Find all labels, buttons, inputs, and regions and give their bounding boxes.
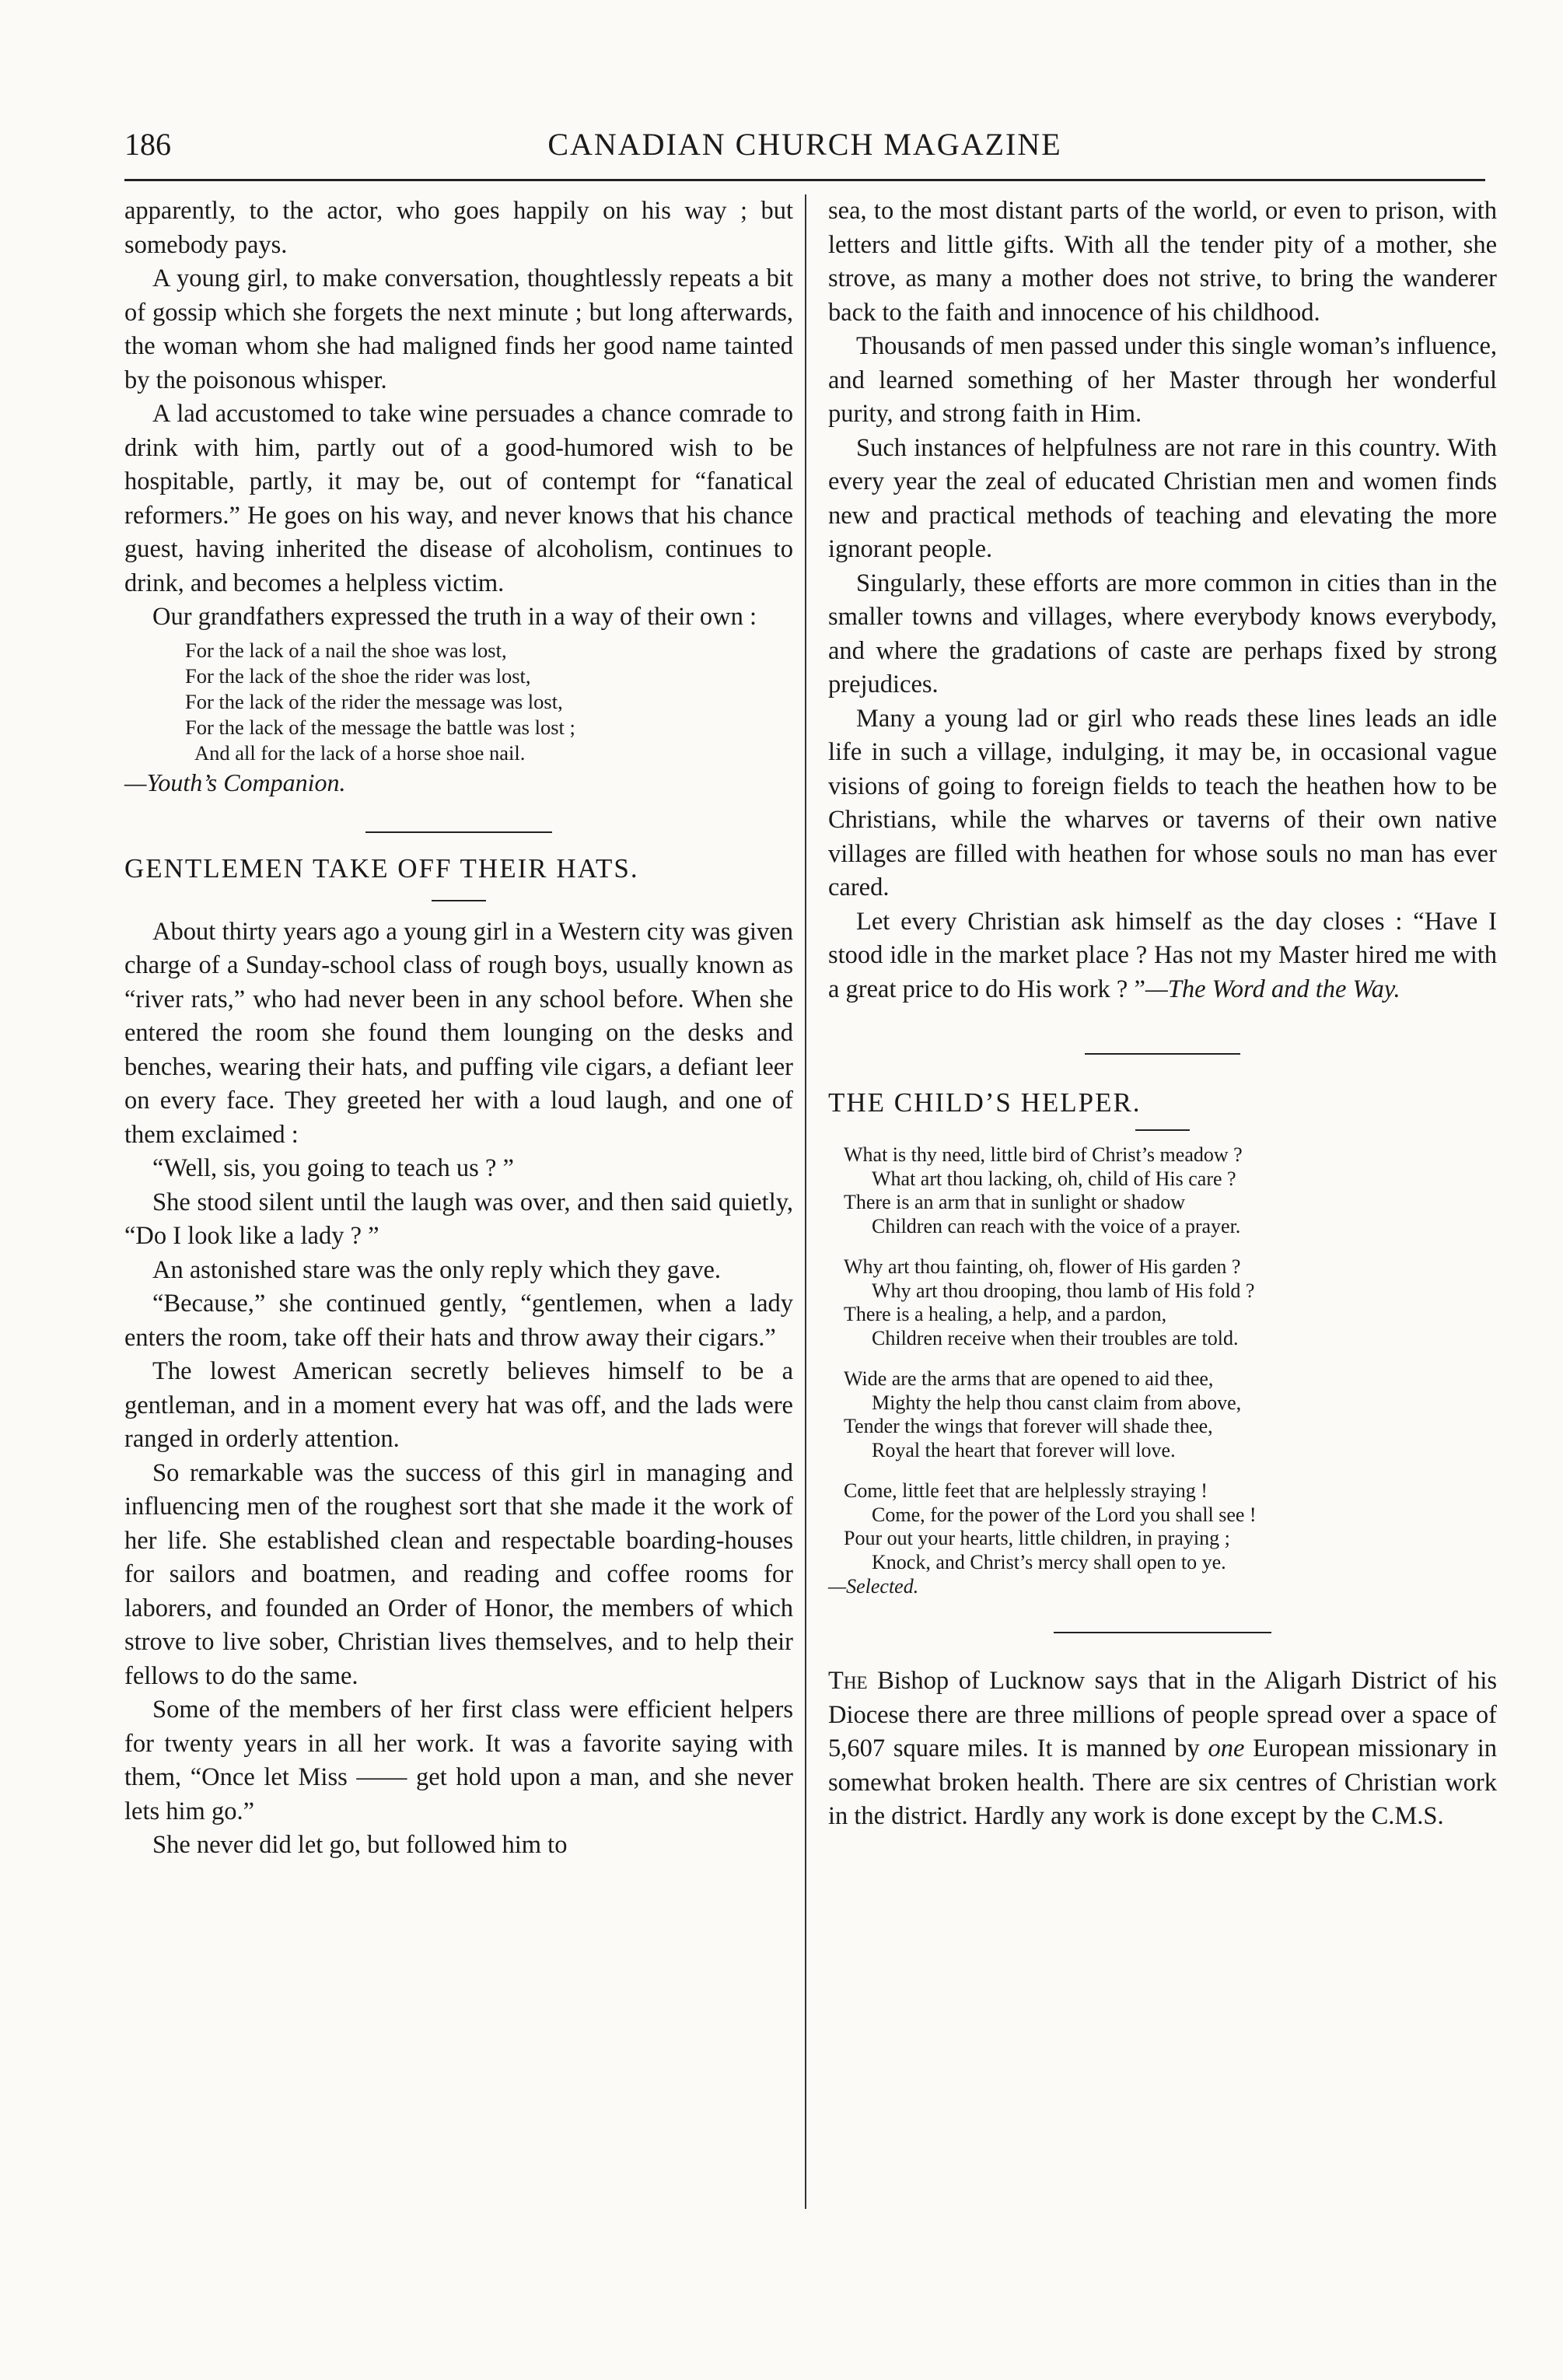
poem — [844, 1143, 1497, 1574]
poem-line: What is thy need, little bird of Christ’s meadow ? — [844, 1143, 1243, 1166]
running-title: CANADIAN CHURCH MAGAZINE — [547, 127, 1062, 162]
section-rule — [365, 831, 552, 833]
poem-line: Tender the wings that forever will shade thee, — [844, 1415, 1213, 1437]
heading-rule — [432, 900, 486, 901]
poem-line: Royal the heart that forever will love. — [872, 1438, 1176, 1461]
paragraph: So remarkable was the success of this girl in managing and influencing men of the roughest sort that she made it the work of her life. She established clean and respectable boarding-houses for sailors and boatmen, and reading and coffee rooms for laborers, and founded an Order of Honor, the members of which strove to live sober, Christian lives themselves, and to help their fellows to do the same. — [124, 1458, 793, 1690]
emphasis: one — [1208, 1734, 1245, 1762]
poem-line: Why art thou drooping, thou lamb of His fold ? — [872, 1279, 1255, 1302]
poem-line: Wide are the arms that are opened to aid thee, — [844, 1367, 1214, 1390]
paragraph-text: Bishop of Lucknow says that in the Aligarh District of his Diocese there are three millions of people spread over a space of 5,607 square miles. It is manned by — [828, 1667, 1497, 1762]
paragraph: “Well, sis, you going to teach us ? ” — [152, 1154, 514, 1182]
paragraph: apparently, to the actor, who goes happily on his way ; but somebody pays. — [124, 197, 793, 259]
poem-line: What art thou lacking, oh, child of His care ? — [872, 1167, 1236, 1190]
page-header — [124, 117, 1485, 171]
paragraph-text: Let every Christian ask himself as the day closes : “Have I stood idle in the market place ? Has not my Master hired me with a great price to do His work ? ” — [828, 907, 1497, 1003]
attribution: —Youth’s Companion. — [124, 768, 346, 796]
paragraph: Thousands of men passed under this single woman’s influence, and learned something of her Master through her wonderful purity, and strong faith in Him. — [828, 332, 1497, 428]
poem-stanza — [844, 1255, 1497, 1350]
poem-line: Children receive when their troubles are told. — [872, 1326, 1239, 1349]
paragraph: “Because,” she continued gently, “gentlemen, when a lady enters the room, take off their hats and throw away their cigars.” — [124, 1290, 793, 1352]
section-rule — [1054, 1632, 1271, 1633]
paragraph: About thirty years ago a young girl in a Western city was given charge of a Sunday-school class of rough boys, usually known as “river rats,” who had never been in any school before. When she entered the room she found them lounging on the desks and benches, wearing their hats, and puffing vile cigars, a defiant leer on every face. They greeted her with a loud laugh, and one of them exclaimed : — [124, 917, 793, 1149]
poem-line: Children can reach with the voice of a prayer. — [872, 1214, 1241, 1237]
paragraph: Our grandfathers expressed the truth in a way of their own : — [152, 603, 757, 631]
verse-line: For the lack of the rider the message was lost, — [185, 689, 563, 713]
paragraph — [828, 905, 1497, 1007]
poem-line: Why art thou fainting, oh, flower of His garden ? — [844, 1255, 1241, 1278]
paragraph — [828, 1664, 1497, 1834]
poem-line: There is a healing, a help, and a pardon, — [844, 1303, 1167, 1325]
verse-line: For the lack of a nail the shoe was lost, — [185, 638, 507, 662]
paragraph: Such instances of helpfulness are not rare in this country. With every year the zeal of educated Christian men and women finds new and practical methods of teaching and elevating the more ignorant people. — [828, 433, 1497, 563]
paragraph: She stood silent until the laugh was over, and then said quietly, “Do I look like a lady ? ” — [124, 1188, 793, 1250]
paragraph-text: European missionary in somewhat broken health. There are six centres of Christian work in the district. Hardly any work is done except by the C.M.S. — [828, 1734, 1498, 1830]
poem-line: Come, for the power of the Lord you shall see ! — [872, 1503, 1257, 1526]
poem-line: Pour out your hearts, little children, in praying ; — [844, 1527, 1230, 1549]
verse-line: For the lack of the shoe the rider was lost, — [185, 663, 531, 688]
poem-stanza — [844, 1367, 1497, 1462]
paragraph: The lowest American secretly believes himself to be a gentleman, and in a moment every hat was off, and the lads were ranged in orderly attention. — [124, 1357, 793, 1453]
paragraph: She never did let go, but followed him to — [152, 1831, 568, 1859]
paragraph: A young girl, to make conversation, thoughtlessly repeats a bit of gossip which she forgets the next minute ; but long afterwards, the woman whom she had maligned finds her good name tainted by the poisonous whisper. — [124, 264, 793, 394]
poem-line: There is an arm that in sunlight or shadow — [844, 1191, 1186, 1213]
poem-stanza — [844, 1143, 1497, 1238]
right-column — [828, 194, 1497, 1834]
paragraph: Many a young lad or girl who reads these lines leads an idle life in such a village, indulging, it may be, in occasional vague visions of going to foreign fields to teach the heathen how to be Christians, while the wharves or taverns of their own native villages are filled with heathen for whose souls no man has ever cared. — [828, 704, 1497, 901]
poem-line: Knock, and Christ’s mercy shall open to ye. — [872, 1550, 1226, 1573]
poem-line: Come, little feet that are helplessly straying ! — [844, 1479, 1208, 1502]
verse-line: And all for the lack of a horse shoe nail. — [194, 740, 526, 765]
paragraph: Some of the members of her first class were efficient helpers for twenty years in all her work. It was a favorite saying with them, “Once let Miss —— get hold upon a man, and she never lets him go.” — [124, 1696, 793, 1825]
source-citation: —The Word and the Way. — [1145, 975, 1400, 1003]
poem-line: Mighty the help thou canst claim from above, — [872, 1391, 1242, 1414]
verse-line: For the lack of the message the battle was lost ; — [185, 715, 575, 739]
column-divider — [805, 194, 806, 2209]
heading-rule — [1135, 1129, 1190, 1131]
poem-heading: THE CHILD’S HELPER. — [828, 1087, 1142, 1118]
left-column — [124, 194, 793, 1863]
section-rule — [1085, 1053, 1240, 1055]
poem-attribution: —Selected. — [828, 1575, 919, 1598]
paragraph: Singularly, these efforts are more common in cities than in the smaller towns and villages, where everybody knows everybody, and where the gradations of caste are perhaps fixed by strong prejudices. — [828, 569, 1497, 698]
page-number: 186 — [124, 127, 171, 162]
header-rule — [124, 179, 1485, 181]
paragraph: A lad accustomed to take wine persuades a chance comrade to drink with him, partly out of a good-humored wish to be hospitable, partly, it may be, out of contempt for “fanatical reformers.” He goes on his way, and never knows that his chance guest, having inherited the disease of alcoholism, continues to drink, and becomes a helpless victim. — [124, 400, 793, 597]
article-heading: GENTLEMEN TAKE OFF THEIR HATS. — [124, 852, 639, 884]
paragraph: An astonished stare was the only reply which they gave. — [152, 1255, 722, 1284]
proverb-verse — [124, 638, 793, 766]
paragraph: sea, to the most distant parts of the world, or even to prison, with letters and little gifts. With all the tender pity of a mother, she strove, as many a mother does not strive, to bring the wanderer back to the faith and innocence of his childhood. — [828, 197, 1497, 327]
poem-stanza — [844, 1479, 1497, 1574]
lead-word: The — [828, 1667, 868, 1695]
